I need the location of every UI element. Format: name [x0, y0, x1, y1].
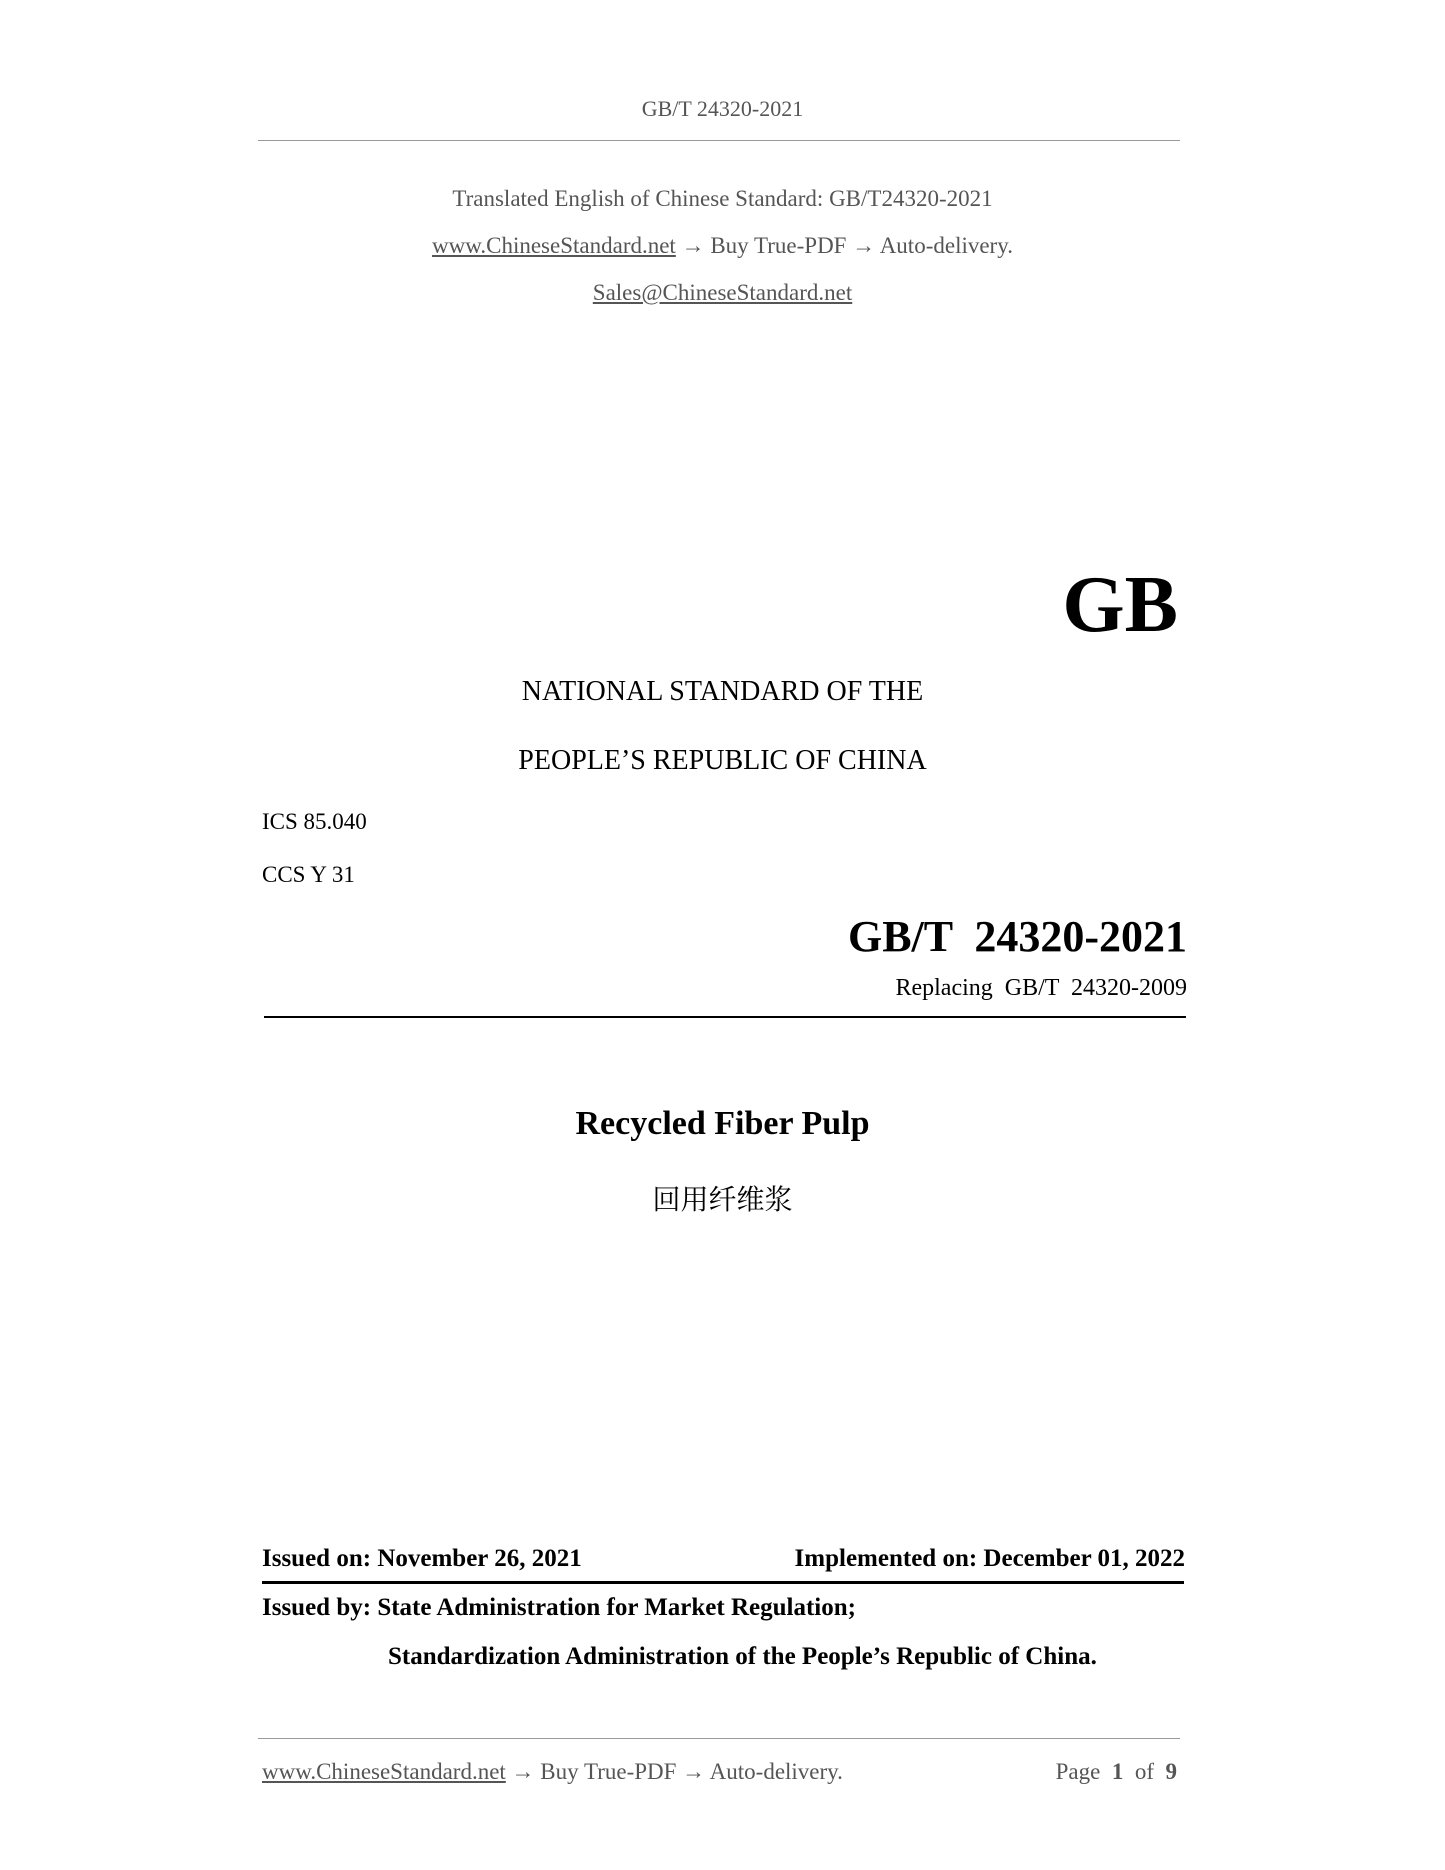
page-current: 1: [1111, 1759, 1124, 1784]
running-header: GB/T 24320-2021: [641, 96, 804, 121]
title-divider: [264, 1016, 1186, 1018]
national-standard-line2: PEOPLE’S REPUBLIC OF CHINA: [518, 745, 927, 776]
translated-line: Translated English of Chinese Standard: GB/T24320-2021: [452, 186, 993, 211]
page-label: Page: [1055, 1759, 1101, 1784]
national-standard-line1: NATIONAL STANDARD OF THE: [521, 676, 924, 707]
footer-promo-text: → Buy True-PDF → Auto-delivery.: [505, 1759, 843, 1784]
issue-divider: [262, 1581, 1184, 1584]
page-indicator: [1056, 1759, 1177, 1785]
gb-mark: GB: [1062, 561, 1178, 649]
issued-by-line1: Issued by: State Administration for Market Regulation;: [262, 1594, 856, 1621]
page-total: 9: [1165, 1759, 1177, 1784]
promo-text: → Buy True-PDF → Auto-delivery.: [675, 233, 1013, 258]
footer-site-link[interactable]: www.ChineseStandard.net: [262, 1759, 506, 1784]
email-line: [0, 280, 1445, 306]
header-divider: [258, 140, 1180, 141]
ics-code: ICS 85.040: [262, 809, 367, 834]
site-link[interactable]: www.ChineseStandard.net: [432, 233, 676, 258]
ccs-code: CCS Y 31: [262, 862, 355, 887]
footer-divider: [258, 1738, 1180, 1739]
email-link[interactable]: Sales@ChineseStandard.net: [592, 280, 853, 305]
footer-promo: [262, 1759, 843, 1785]
issued-on: Issued on: November 26, 2021: [262, 1545, 582, 1572]
implemented-on: Implemented on: December 01, 2022: [794, 1545, 1185, 1572]
promo-line: [0, 233, 1445, 259]
standard-number: GB/T 24320-2021: [847, 912, 1187, 961]
issued-by-line2: Standardization Administration of the People’s Republic of China.: [388, 1643, 1097, 1670]
document-title: Recycled Fiber Pulp: [575, 1105, 870, 1142]
replacing-note: Replacing GB/T 24320-2009: [895, 975, 1187, 1001]
page-of: of: [1134, 1759, 1154, 1784]
document-title-chinese: 回用纤维浆: [652, 1183, 793, 1216]
